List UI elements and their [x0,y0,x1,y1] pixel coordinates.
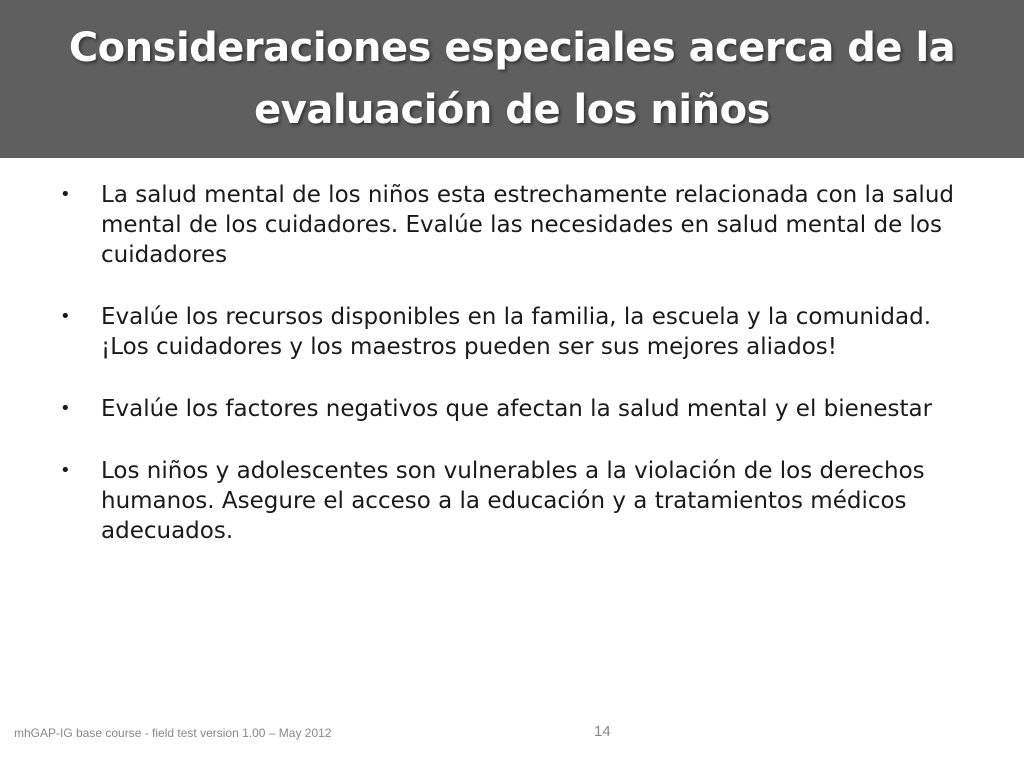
slide-page-number: 14 [594,723,611,740]
footer-course-label: mhGAP-IG base course - field test version 1.00 – May 2012 [14,726,332,740]
bullet-item [56,302,976,362]
bullet-icon: • [60,460,71,481]
bullet-text: La salud mental de los niños esta estrechamente relacionada con la salud mental de los cuidadores. Evalúe las necesidades en salud mental de los cuidadores [101,182,954,268]
title-bar [0,0,1024,158]
bullet-icon: • [60,306,71,327]
bullet-text: Los niños y adolescentes son vulnerables a la violación de los derechos humanos. Asegure el acceso a la educación y a tratamientos médicos adecuados. [101,458,925,544]
slide-title: Consideraciones especiales acerca de la evaluación de los niños [68,25,956,133]
bullet-item [56,180,976,270]
bullet-icon: • [60,184,71,205]
bullet-text: Evalúe los recursos disponibles en la familia, la escuela y la comunidad. ¡Los cuidadores y los maestros pueden ser sus mejores aliados! [101,304,931,360]
bullet-icon: • [60,398,71,419]
bullet-item [56,456,976,546]
bullet-list [56,180,976,578]
bullet-item [56,394,976,424]
bullet-text: Evalúe los factores negativos que afectan la salud mental y el bienestar [101,396,933,422]
